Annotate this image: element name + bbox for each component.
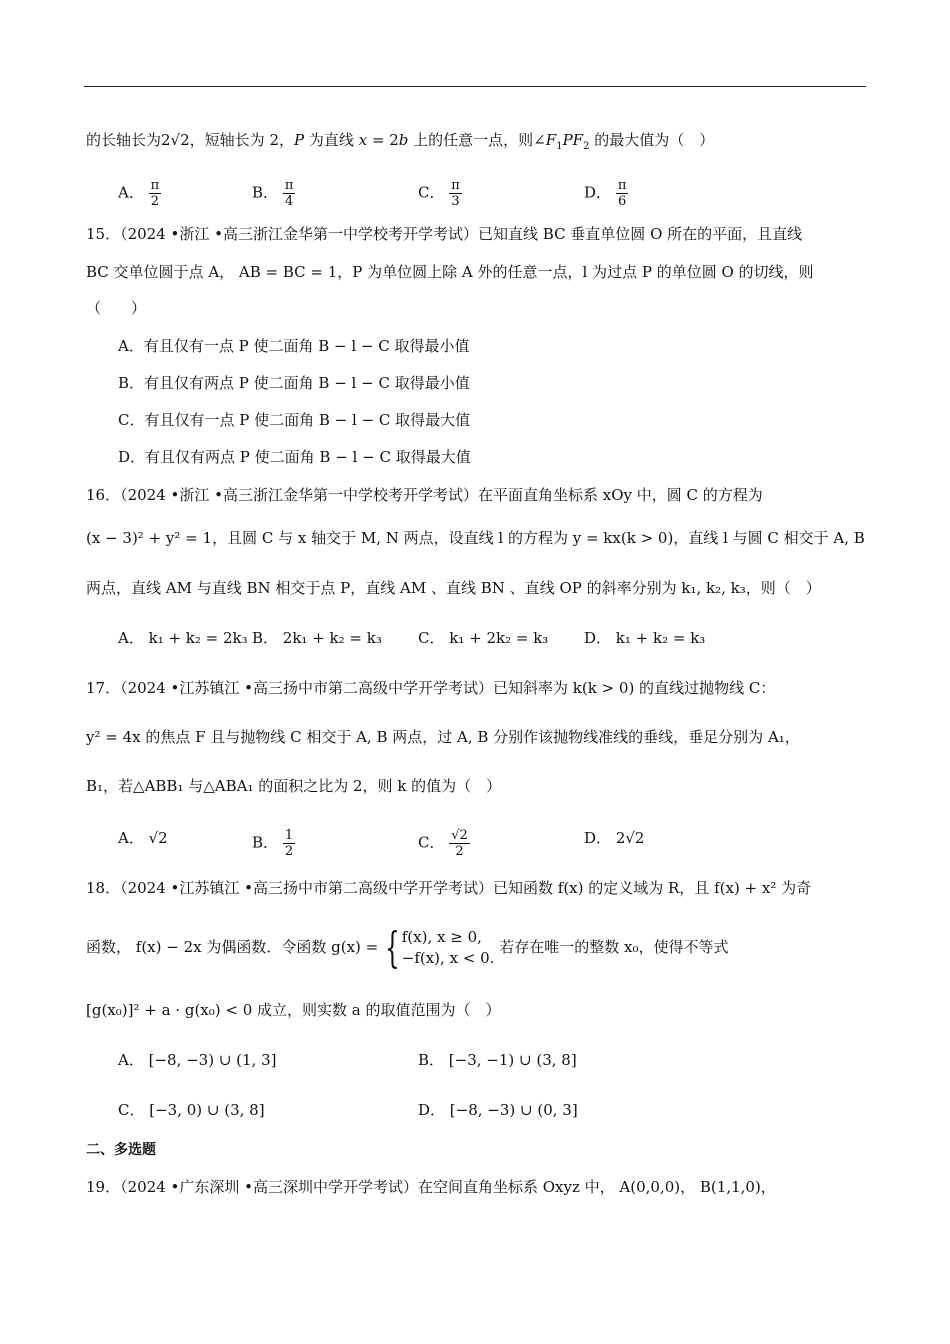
- option-label: C．: [418, 833, 445, 852]
- q17-line-2: y² = 4x 的焦点 F 且与抛物线 C 相交于 A, B 两点，过 A, B 分别作该抛物线准线的垂线，垂足分别为 A₁，: [86, 728, 800, 746]
- q16-option-b[interactable]: B． 2k₁ + k₂ = k₃: [252, 629, 382, 647]
- option-value: √2: [148, 829, 168, 847]
- q14-text-c: 为直线: [308, 131, 354, 149]
- q14-option-c[interactable]: [418, 178, 462, 209]
- q17-option-c[interactable]: [418, 828, 470, 859]
- q16-line-3: 两点，直线 AM 与直线 BN 相交于点 P，直线 AM 、直线 BN 、直线 OP 的斜率分别为 k₁, k₂, k₃，则（ ）: [86, 579, 821, 597]
- option-label: B．: [252, 833, 279, 852]
- q18-text-a: 函数， f(x) − 2x 为偶函数．令函数 g(x) =: [86, 938, 379, 956]
- q17-option-d[interactable]: [584, 828, 644, 848]
- q18-option-d[interactable]: D． [−8, −3) ∪ (0, 3]: [418, 1101, 578, 1119]
- q18-option-c[interactable]: C． [−3, 0) ∪ (3, 8]: [118, 1101, 265, 1119]
- piecewise-function: [383, 923, 495, 972]
- case-1: f(x), x ≥ 0,: [401, 928, 482, 946]
- option-label: A．: [118, 829, 144, 847]
- q15-line-1: 15．（2024 •浙江 •高三浙江金华第一中学校考开学考试）已知直线 BC 垂直单位圆 O 所在的平面，且直线: [86, 225, 803, 243]
- fraction: $\frac{\pi}{2}$: [150, 178, 160, 209]
- q14-stem: 的长轴长为2√2，短轴长为 2，P 为直线 x = 2b 上的任意一点，则$\angle F_1PF_2$ 的最大值为（ ）: [86, 131, 715, 152]
- case-2: −f(x), x < 0.: [401, 949, 495, 967]
- q18-text-b: 若存在唯一的整数 x₀，使得不等式: [499, 938, 729, 956]
- fraction: $\frac{\pi}{6}$: [617, 178, 627, 209]
- option-label: D．: [584, 183, 612, 202]
- option-label: A．: [118, 183, 144, 202]
- fraction: $\frac{√2}{2}$: [451, 828, 468, 859]
- q18-line-2: [86, 923, 729, 972]
- q15-option-a[interactable]: A．有且仅有一点 P 使二面角 B − l − C 取得最小值: [118, 337, 470, 355]
- header-rule: [84, 86, 866, 87]
- option-label: D．: [584, 829, 612, 847]
- q16-option-d[interactable]: D． k₁ + k₂ = k₃: [584, 629, 706, 647]
- fraction: $\frac{1}{2}$: [284, 828, 294, 859]
- fraction: $\frac{\pi}{4}$: [284, 178, 294, 209]
- q17-line-3: B₁，若△ABB₁ 与△ABA₁ 的面积之比为 2，则 k 的值为（ ）: [86, 777, 502, 795]
- q18-option-b[interactable]: B． [−3, −1) ∪ (3, 8]: [418, 1051, 577, 1069]
- brace-icon: {: [385, 923, 400, 972]
- q14-option-b[interactable]: [252, 178, 295, 209]
- q17-option-b[interactable]: [252, 828, 295, 859]
- option-label: B．: [252, 183, 279, 202]
- q18-option-a[interactable]: A． [−8, −3) ∪ (1, 3]: [118, 1051, 277, 1069]
- q15-option-c[interactable]: C．有且仅有一点 P 使二面角 B − l − C 取得最大值: [118, 411, 471, 429]
- fraction: $\frac{\pi}{3}$: [451, 178, 460, 209]
- q18-line-1: 18．（2024 •江苏镇江 •高三扬中市第二高级中学开学考试）已知函数 f(x) 的定义域为 R，且 f(x) + x² 为奇: [86, 879, 812, 897]
- q14-text-d: 上的任意一点，则: [413, 131, 534, 149]
- q16-option-c[interactable]: C． k₁ + 2k₂ = k₃: [418, 629, 549, 647]
- q17-option-a[interactable]: [118, 828, 168, 848]
- option-value: 2√2: [615, 829, 645, 847]
- q18-line-3: [g(x₀)]² + a · g(x₀) < 0 成立，则实数 a 的取值范围为（ ）: [86, 1001, 501, 1019]
- option-label: C．: [418, 183, 445, 202]
- q15-option-b[interactable]: B．有且仅有两点 P 使二面角 B − l − C 取得最小值: [118, 374, 470, 392]
- q14-text-a: 的长轴长为: [86, 131, 162, 149]
- q14-text-b: ，短轴长为 2，: [189, 131, 294, 149]
- q14-option-a[interactable]: [118, 178, 161, 209]
- q14-option-d[interactable]: [584, 178, 628, 209]
- q14-text-e: 的最大值为（ ）: [594, 131, 715, 149]
- q15-option-d[interactable]: D．有且仅有两点 P 使二面角 B − l − C 取得最大值: [118, 448, 471, 466]
- q15-line-3: （ ）: [86, 299, 147, 317]
- section-title: 二、多选题: [86, 1142, 156, 1158]
- q16-line-2: (x − 3)² + y² = 1，且圆 C 与 x 轴交于 M, N 两点，设直线 l 的方程为 y = kx(k > 0)，直线 l 与圆 C 相交于 A, B: [86, 529, 865, 547]
- q17-line-1: 17．（2024 •江苏镇江 •高三扬中市第二高级中学开学考试）已知斜率为 k(k > 0) 的直线过抛物线 C：: [86, 679, 776, 697]
- q16-option-a[interactable]: A． k₁ + k₂ = 2k₃: [118, 629, 248, 647]
- q15-line-2: BC 交单位圆于点 A， AB = BC = 1，P 为单位圆上除 A 外的任意一点，l 为过点 P 的单位圆 O 的切线，则: [86, 263, 814, 281]
- q19-line-1: 19．（2024 •广东深圳 •高三深圳中学开学考试）在空间直角坐标系 Oxyz 中， A(0,0,0)， B(1,1,0)，: [86, 1178, 776, 1196]
- q16-line-1: 16．（2024 •浙江 •高三浙江金华第一中学校考开学考试）在平面直角坐标系 xOy 中，圆 C 的方程为: [86, 486, 763, 504]
